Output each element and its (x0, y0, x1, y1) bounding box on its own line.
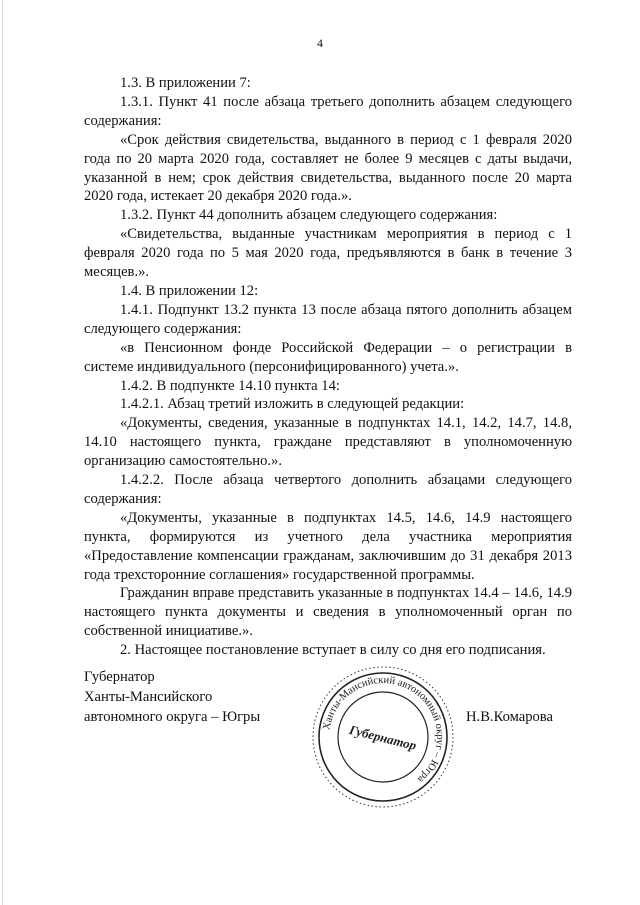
paragraph: «Срок действия свидетельства, выданного в период с 1 февраля 2020 года по 20 марта 2020 года, составляет не более 9 месяцев с даты выдачи, указанной в нем; срок действия свидетельства, выданного после 20 марта 2020 года, истекает 20 декабря 2020 года.». (84, 131, 572, 205)
scan-edge-line (2, 0, 3, 905)
signatory-title-line: автономного округа – Югры (84, 709, 261, 725)
paragraph: 2. Настоящее постановление вступает в силу со дня его подписания. (120, 642, 546, 659)
paragraph: «в Пенсионном фонде Российской Федерации – о регистрации в системе индивидуального (персонифицированного) учета.». (84, 339, 572, 375)
page-number: 4 (317, 36, 323, 50)
paragraph: 1.3. В приложении 7: (120, 75, 251, 91)
paragraph: 1.4.2.1. Абзац третий изложить в следующей редакции: (120, 396, 465, 413)
paragraph: 1.4.2.2. После абзаца четвертого дополнить абзацами следующего содержания: (84, 472, 572, 507)
document-body (84, 74, 572, 660)
paragraph: 1.4.1. Подпункт 13.2 пункта 13 после абзаца пятого дополнить абзацем следующего содержания: (84, 301, 572, 337)
paragraph: «Документы, сведения, указанные в подпунктах 14.1, 14.2, 14.7, 14.8, 14.10 настоящего пункта, граждане представляют в уполномоченную организацию самостоятельно.». (84, 415, 572, 470)
paragraph: «Документы, указанные в подпунктах 14.5, 14.6, 14.9 настоящего пункта, формируются из учетного дела участника мероприятия «Предоставление компенсации гражданам, заключившим до 31 декабря 2013 года трехсторонние соглашения» государственной программы. (84, 509, 572, 583)
signatory-title-line: Ханты-Мансийского (84, 689, 213, 705)
paragraph: Гражданин вправе представить указанные в подпунктах 14.4 – 14.6, 14.9 настоящего пункта документы и сведения в уполномоченный орган по собственной инициативе.». (84, 585, 572, 640)
paragraph: 1.4. В приложении 12: (120, 282, 259, 299)
paragraph: 1.3.1. Пункт 41 после абзаца третьего дополнить абзацем следующего содержания: (84, 93, 572, 129)
paragraph: «Свидетельства, выданные участникам мероприятия в период с 1 февраля 2020 года по 5 мая 2020 года, предъявляются в банк в течение 3 месяцев.». (84, 226, 572, 281)
paragraph: 1.3.2. Пункт 44 дополнить абзацем следующего содержания: (120, 207, 498, 224)
signatory-title-line: Губернатор (84, 669, 155, 685)
stamp-center-text: Губернатор (347, 721, 418, 754)
signatory-name: Н.В.Комарова (466, 709, 553, 725)
stamp-ring-text: Ханты-Мансийский автономный округ – Югра (321, 674, 446, 785)
signatory-title (84, 667, 260, 727)
paragraph: 1.4.2. В подпункте 14.10 пункта 14: (120, 377, 340, 394)
official-stamp (308, 662, 458, 812)
